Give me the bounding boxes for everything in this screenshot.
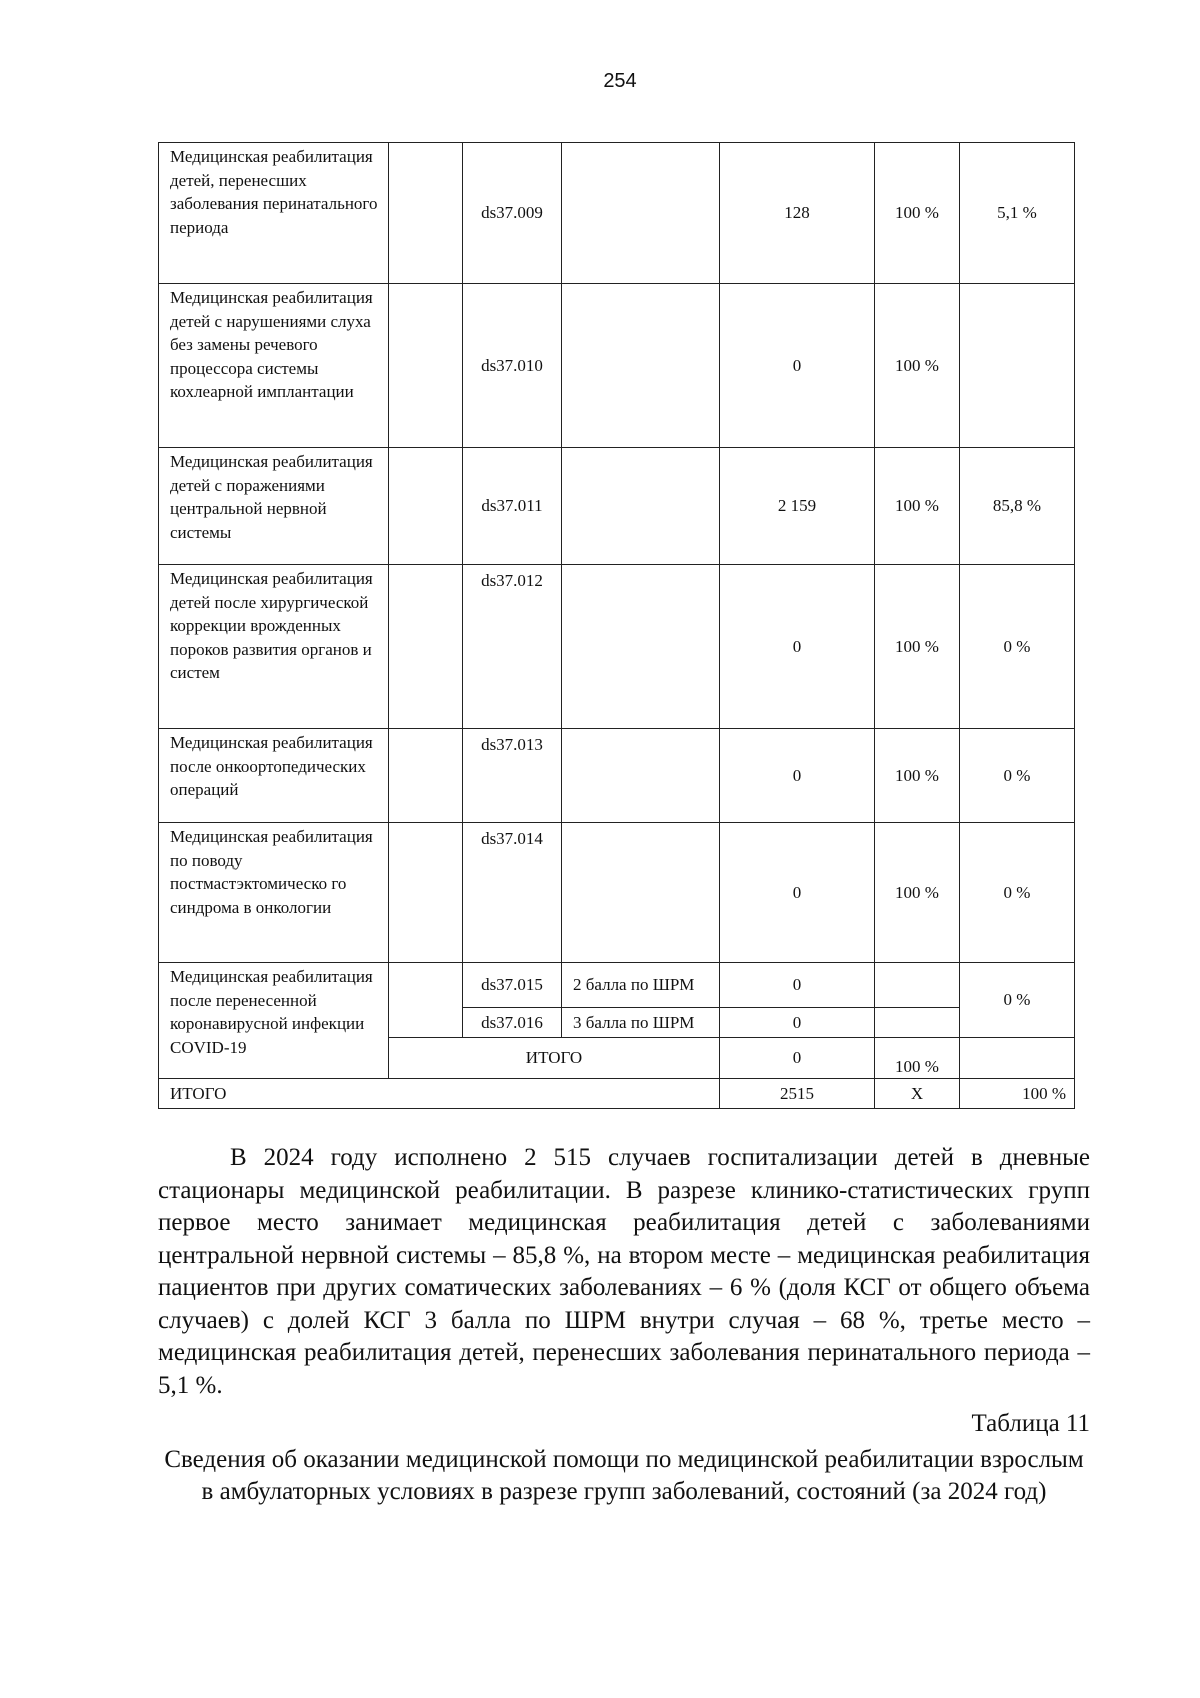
table-row	[159, 823, 1075, 963]
row-count: 0	[720, 823, 875, 963]
row-pct: 0 %	[960, 823, 1075, 963]
empty-cell	[562, 448, 720, 565]
table-row	[159, 565, 1075, 729]
total-share: Х	[875, 1079, 960, 1109]
row-count: 0	[720, 284, 875, 448]
empty-cell	[389, 963, 463, 1038]
row-name: Медицинская реабилитация по поводу постмастэктомическо го синдрома в онкологии	[159, 823, 389, 963]
row-code: ds37.014	[463, 823, 562, 963]
row-share: 100 %	[875, 823, 960, 963]
covid-itogo-count: 0	[720, 1038, 875, 1079]
row-pct: 0 %	[960, 729, 1075, 823]
row-name: Медицинская реабилитация детей с поражениями центральной нервной системы	[159, 448, 389, 565]
empty-cell	[562, 565, 720, 729]
empty-cell	[562, 823, 720, 963]
row-count: 0	[720, 729, 875, 823]
total-count: 2515	[720, 1079, 875, 1109]
row-share: 100 %	[875, 448, 960, 565]
table-title: Сведения об оказании медицинской помощи по медицинской реабилитации взрослым в амбулаторных условиях в разрезе групп заболеваний, состояний (за 2024 год)	[164, 1446, 1084, 1505]
total-row	[159, 1079, 1075, 1109]
empty-cell	[960, 1038, 1075, 1079]
row-code: ds37.013	[463, 729, 562, 823]
row-share: 100 %	[875, 143, 960, 284]
empty-cell	[562, 143, 720, 284]
row-pct: 85,8 %	[960, 448, 1075, 565]
empty-cell	[389, 284, 463, 448]
row-pct	[960, 284, 1075, 448]
row-code: ds37.010	[463, 284, 562, 448]
row-count: 2 159	[720, 448, 875, 565]
row-count: 128	[720, 143, 875, 284]
table-row	[159, 448, 1075, 565]
row-name: Медицинская реабилитация детей с нарушениями слуха без замены речевого процессора системы кохлеарной имплантации	[159, 284, 389, 448]
empty-cell	[562, 729, 720, 823]
covid-pct: 0 %	[960, 963, 1075, 1038]
table-row	[159, 284, 1075, 448]
empty-cell	[389, 448, 463, 565]
table-row	[159, 963, 1075, 1008]
covid-count-1: 0	[720, 963, 875, 1008]
covid-count-2: 0	[720, 1008, 875, 1038]
covid-code-2: ds37.016	[463, 1008, 562, 1038]
empty-cell	[875, 963, 960, 1008]
empty-cell	[389, 565, 463, 729]
row-count: 0	[720, 565, 875, 729]
empty-cell	[389, 823, 463, 963]
empty-cell	[389, 143, 463, 284]
body-paragraph	[158, 1142, 1090, 1402]
table-row	[159, 143, 1075, 284]
row-name: Медицинская реабилитация детей, перенесших заболевания перинатального периода	[159, 143, 389, 284]
empty-cell	[875, 1008, 960, 1038]
empty-cell	[562, 284, 720, 448]
table-label: Таблица 11	[971, 1410, 1090, 1437]
covid-ball-2: 3 балла по ШРМ	[562, 1008, 720, 1038]
row-share: 100 %	[875, 284, 960, 448]
row-name: Медицинская реабилитация детей после хирургической коррекции врожденных пороков развития органов и систем	[159, 565, 389, 729]
row-code: ds37.011	[463, 448, 562, 565]
total-pct: 100 %	[960, 1079, 1075, 1109]
table-row	[159, 729, 1075, 823]
covid-name: Медицинская реабилитация после перенесенной коронавирусной инфекции COVID-19	[159, 963, 389, 1079]
row-pct: 0 %	[960, 565, 1075, 729]
row-pct: 5,1 %	[960, 143, 1075, 284]
row-code: ds37.009	[463, 143, 562, 284]
paragraph-text: В 2024 году исполнено 2 515 случаев госпитализации детей в дневные стационары медицинской реабилитации. В разрезе клинико-статистических групп первое место занимает медицинская реабилитация детей с заболеваниями центральной нервной системы – 85,8 %, на втором месте – медицинская реабилитация пациентов при других соматических заболеваниях – 6 % (доля КСГ от общего объема случаев) с долей КСГ 3 балла по ШРМ внутри случая – 68 %, третье место – медицинская реабилитация детей, перенесших заболевания перинатального периода – 5,1 %.	[158, 1144, 1090, 1399]
covid-code-1: ds37.015	[463, 963, 562, 1008]
total-label: ИТОГО	[159, 1079, 720, 1109]
covid-itogo-label: ИТОГО	[389, 1038, 720, 1079]
row-share: 100 %	[875, 565, 960, 729]
empty-cell	[389, 729, 463, 823]
row-code: ds37.012	[463, 565, 562, 729]
row-share: 100 %	[875, 729, 960, 823]
rehab-table	[158, 142, 1075, 1109]
covid-itogo-share: 100 %	[875, 1038, 960, 1079]
covid-ball-1: 2 балла по ШРМ	[562, 963, 720, 1008]
row-name: Медицинская реабилитация после онкоортопедических операций	[159, 729, 389, 823]
page-number: 254	[603, 70, 637, 92]
